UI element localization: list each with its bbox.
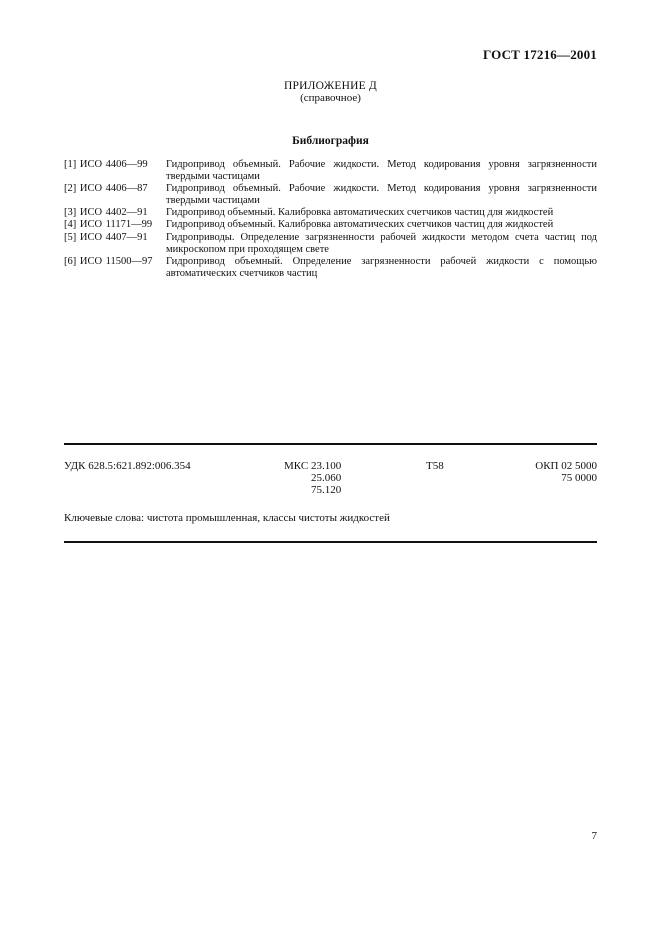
reference-title: Гидропривод объемный. Калибровка автоматических счетчиков частиц для жидкостей (166, 219, 554, 231)
bibliography-entry (64, 183, 597, 207)
page-number: 7 (591, 830, 597, 842)
reference-code: [3] ИСО 4402—91 (64, 207, 148, 219)
reference-code: [2] ИСО 4406—87 (64, 183, 148, 195)
reference-code: [6] ИСО 11500—97 (64, 255, 153, 267)
mks-code: 23.100 (310, 460, 342, 472)
reference-code: [5] ИСО 4407—91 (64, 231, 148, 243)
bibliography-entry (64, 159, 597, 183)
bibliography-entry (64, 219, 597, 231)
okp-code: 02 5000 (561, 460, 597, 472)
classification-block (64, 460, 597, 500)
appendix-header (0, 80, 661, 104)
bibliography-list (64, 159, 597, 280)
bibliography-entry (64, 232, 597, 256)
divider-top (64, 443, 597, 445)
reference-title: Гидропривод объемный. Рабочие жидкости. Метод кодирования уровня загрязненности твердыми частицами (166, 159, 597, 183)
bibliography-heading: Библиография (292, 135, 369, 147)
reference-code: [1] ИСО 4406—99 (64, 159, 148, 170)
appendix-subtitle: (справочное) (300, 92, 361, 104)
okp-label: ОКП (535, 460, 559, 472)
bibliography-entry (64, 256, 597, 280)
reference-title: Гидропривод объемный. Рабочие жидкости. Метод кодирования уровня загрязненности твердыми частицами (166, 183, 597, 207)
reference-title: Гидроприводы. Определение загрязненности рабочей жидкости методом счета частиц под микроскопом при проходящем свете (166, 231, 597, 255)
bibliography-entry (64, 207, 597, 219)
divider-bottom (64, 541, 597, 543)
mks-code-list (311, 460, 341, 496)
udk-code: УДК 628.5:621.892:006.354 (64, 460, 191, 472)
okp-codes (535, 460, 597, 484)
reference-title: Гидропривод объемный. Определение загрязненности рабочей жидкости с помощью автоматических счетчиков частиц (166, 255, 597, 279)
mks-code: 75.120 (310, 484, 342, 496)
mks-label: МКС (284, 460, 309, 472)
document-id: ГОСТ 17216—2001 (482, 47, 597, 62)
reference-title: Гидропривод объемный. Калибровка автоматических счетчиков частиц для жидкостей (166, 207, 554, 219)
appendix-title: ПРИЛОЖЕНИЕ Д (284, 80, 377, 92)
reference-code: [4] ИСО 11171—99 (64, 219, 153, 231)
t-code: Т58 (426, 460, 444, 472)
okp-code: 75 0000 (561, 472, 597, 484)
mks-code: 25.060 (310, 472, 342, 484)
mks-codes (284, 460, 341, 496)
keywords: Ключевые слова: чистота промышленная, классы чистоты жидкостей (64, 512, 390, 524)
